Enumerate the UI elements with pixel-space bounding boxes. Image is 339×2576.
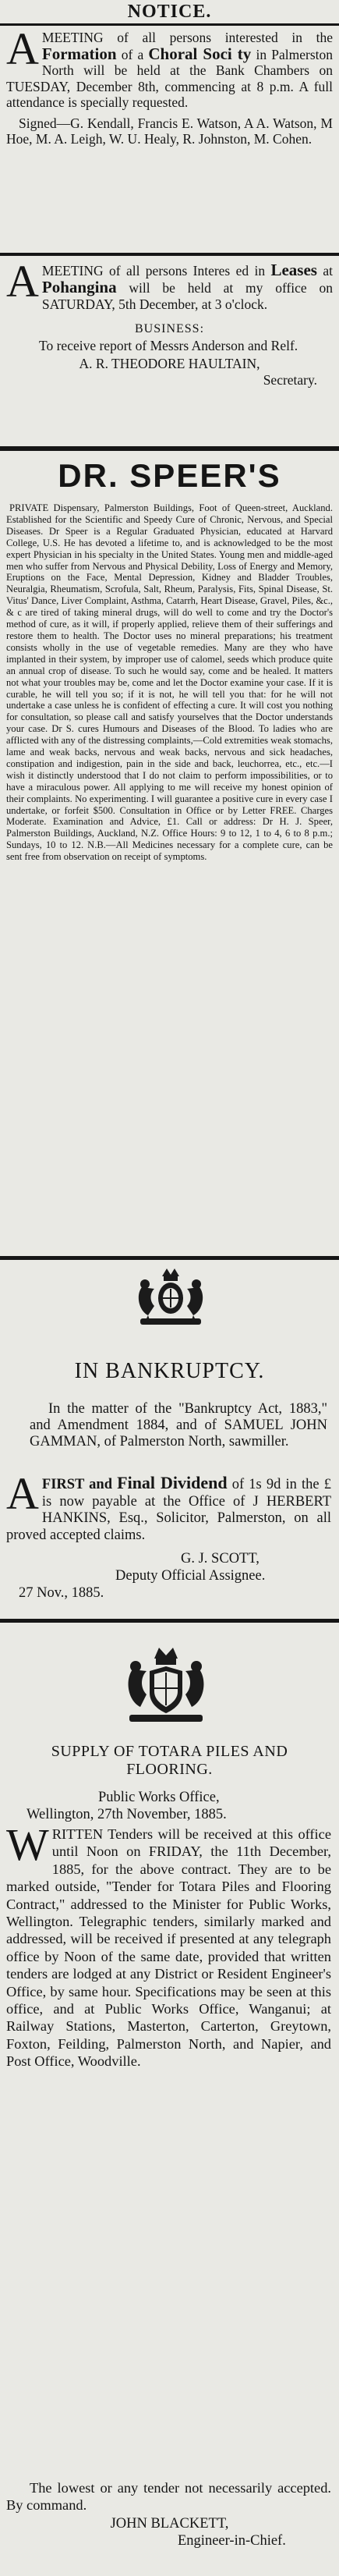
office-name: Public Works Office, xyxy=(98,1790,220,1805)
choral-text-1: MEETING of all persons interested in the xyxy=(41,30,333,45)
notice-choral-body xyxy=(0,30,339,251)
engineer-title: Engineer-in-Chief. xyxy=(178,2533,286,2549)
divider xyxy=(0,1619,339,1623)
dividend-text: of 1s 9d in the £ is now payable at the Office of J HERBERT HANKINS, Esq., Solicitor, Palmerston, on all proved accepted claims. xyxy=(6,1477,332,1543)
choral-society-name: Choral Soci ty xyxy=(148,44,252,63)
notice-heading: NOTICE. xyxy=(127,2,212,22)
leases-meeting-text xyxy=(6,262,333,313)
choral-meeting-text xyxy=(6,30,333,111)
bankruptcy-matter: In the matter of the "Bankruptcy Act, 1883," and Amendment 1884, and of SAMUEL JOHN GAMMAN, of Palmerston North, sawmiller. xyxy=(30,1401,327,1449)
assignee-name: G. J. SCOTT, xyxy=(181,1551,260,1567)
engineer-name: JOHN BLACKETT, xyxy=(110,2516,229,2532)
divider xyxy=(0,446,339,451)
choral-text-2: of a xyxy=(116,46,149,62)
bankruptcy-date: 27 Nov., 1885. xyxy=(19,1585,104,1601)
divider xyxy=(0,23,339,26)
business-label: BUSINESS: xyxy=(134,322,205,335)
dividend-final: Final Dividend xyxy=(117,1473,228,1492)
office-dateline: Wellington, 27th November, 1885. xyxy=(26,1807,227,1822)
notice-totara-tenders xyxy=(0,1626,339,2576)
drop-cap: W xyxy=(6,1819,49,1870)
choral-formation: Formation xyxy=(41,44,117,63)
leases-word: Leases xyxy=(270,262,317,279)
tender-body xyxy=(6,1819,331,2070)
signer-title: Secretary. xyxy=(263,372,317,388)
choral-signatories: Signed—G. Kendall, Francis E. Watson, A A. Watson, M Hoe, M. A. Leigh, W. U. Healy, R. Johnston, M. Cohen. xyxy=(6,115,333,147)
speer-title: DR. SPEER'S xyxy=(58,457,281,494)
royal-coat-of-arms-icon xyxy=(117,1643,215,1729)
signer-name: A. R. THEODORE HAULTAIN, xyxy=(79,356,260,371)
leases-text-2: at xyxy=(316,263,333,279)
choral-text-3: in Palmerston North will be held at the Bank Chambers on TUESDAY, December 8th, commencing at 8 p.m. A full attendance is specially requested. xyxy=(6,46,333,110)
divider xyxy=(0,1256,339,1260)
leases-text-1: MEETING of all persons Interes ed in xyxy=(41,263,271,279)
pohangina-word: Pohangina xyxy=(41,278,117,296)
assignee-title: Deputy Official Assignee. xyxy=(115,1568,266,1584)
tender-closing: The lowest or any tender not necessarily accepted. By command. xyxy=(6,2480,331,2513)
divider xyxy=(0,253,339,256)
ad-dr-speer xyxy=(0,454,339,1250)
totara-heading: SUPPLY OF TOTARA PILES AND FLOORING. xyxy=(51,1743,288,1778)
business-text: To receive report of Messrs Anderson and Relf. xyxy=(39,338,298,353)
leases-text-3: will be held at my office on SATURDAY, 5th December, at 3 o'clock. xyxy=(41,280,333,312)
dividend-first: FIRST and xyxy=(41,1477,118,1492)
drop-cap: A xyxy=(6,30,39,74)
drop-cap: A xyxy=(6,1468,39,1519)
royal-coat-of-arms-icon xyxy=(128,1267,214,1337)
drop-cap: A xyxy=(6,262,39,307)
dividend-notice xyxy=(6,1468,332,1544)
tender-text: RITTEN Tenders will be received at this office until Noon on FRIDAY, the 11th December, 1885, for the above contract. They are to be marked outside, "Tender for Totara Piles and Flooring Contract," addressed to the Minister for Public Works, Wellington. Telegraphic tenders, similarly marked and addressed, will be received if presented at any telegraph office by Noon of the same date, provided that written tenders are lodged at any District or Resident Engineer's Office, by same hour. Specifications may be seen at this office, and at Public Works Office, Wanganui; at Railway Stations, Masterton, Carterton, Greytown, Foxton, Feilding, Palmerston North, and Napier, and Post Office, Woodville. xyxy=(6,1826,331,2070)
speer-body: PRIVATE Dispensary, Palmerston Buildings, Foot of Queen-street, Auckland. Established for the Scientific and Speedy Cure of Chronic, Nervous, and Special Diseases. Dr Speer is a Regular Graduated Physician, educated at Harvard College, U.S. He has devoted a lifetime to, and is acknowledged to be the most expert Physician in his specialty in the United States. Young men and middle-aged men who suffer from Nervous and Physical Debility, Loss of Energy and Memory, Eruptions on the Face, Mental Depression, Kidney and Bladder Troubles, Neuralgia, Rheumatism, Scrofula, Salt, Rheum, Paralysis, Fits, Spinal Disease, St. Vitus' Dance, Liver Complaint, Asthma, Catarrh, Heart Disease, Gravel, Piles, &c., & c are tired of taking mineral drugs, will do well to come and try the Doctor's method of cure, as it will, if properly applied, relieve them of their sufferings and restore them to health. The Doctor uses no mineral preparations; his treatment consists wholly in the use of vegetable remedies. Many are they who have implanted in their system, by improper use of calomel, seeds which produce quite an annual crop of disease. To such he would say, come and be healed. It matters not what your troubles may be, come and let the Doctor examine your case. If it is curable, he will tell you so; if it is not, he will tell you that: for he will not undertake a case unless he is confident of effecting a cure. It will cost you nothing for consultation, so please call and satisfy yourselves that the Doctor understands your case. Dr S. cures Humours and Diseases of the Blood. To ladies who are afflicted with any of the distressing complaints,—Cold extremities weak stomachs, lame and weak backs, nervous and weak backs, nervous and sick headaches, constipation and indigestion, pain in the side and back, leuchorrea, etc., etc.—I wish it distinctly understood that I do not claim to perform impossibilities, or to have a miraculous power. All applying to me will receive my honest opinion of their complaints. No experimenting. I will guarantee a positive cure in every case I undertake, or forfeit $500. Consultation in Office or by Letter FREE. Charges Moderate. Examination and Advice, £1. Call or address: Dr H. J. Speer, Palmerston Buildings, Auckland, N.Z. Office Hours: 9 to 12, 1 to 4, 6 to 8 p.m.; Sundays, 10 to 12. N.B.—All Medicines necessary for a complete cure, can be sent free from observation on receipt of symptoms. xyxy=(6,502,333,863)
bankruptcy-heading: IN BANKRUPTCY. xyxy=(74,1359,265,1383)
